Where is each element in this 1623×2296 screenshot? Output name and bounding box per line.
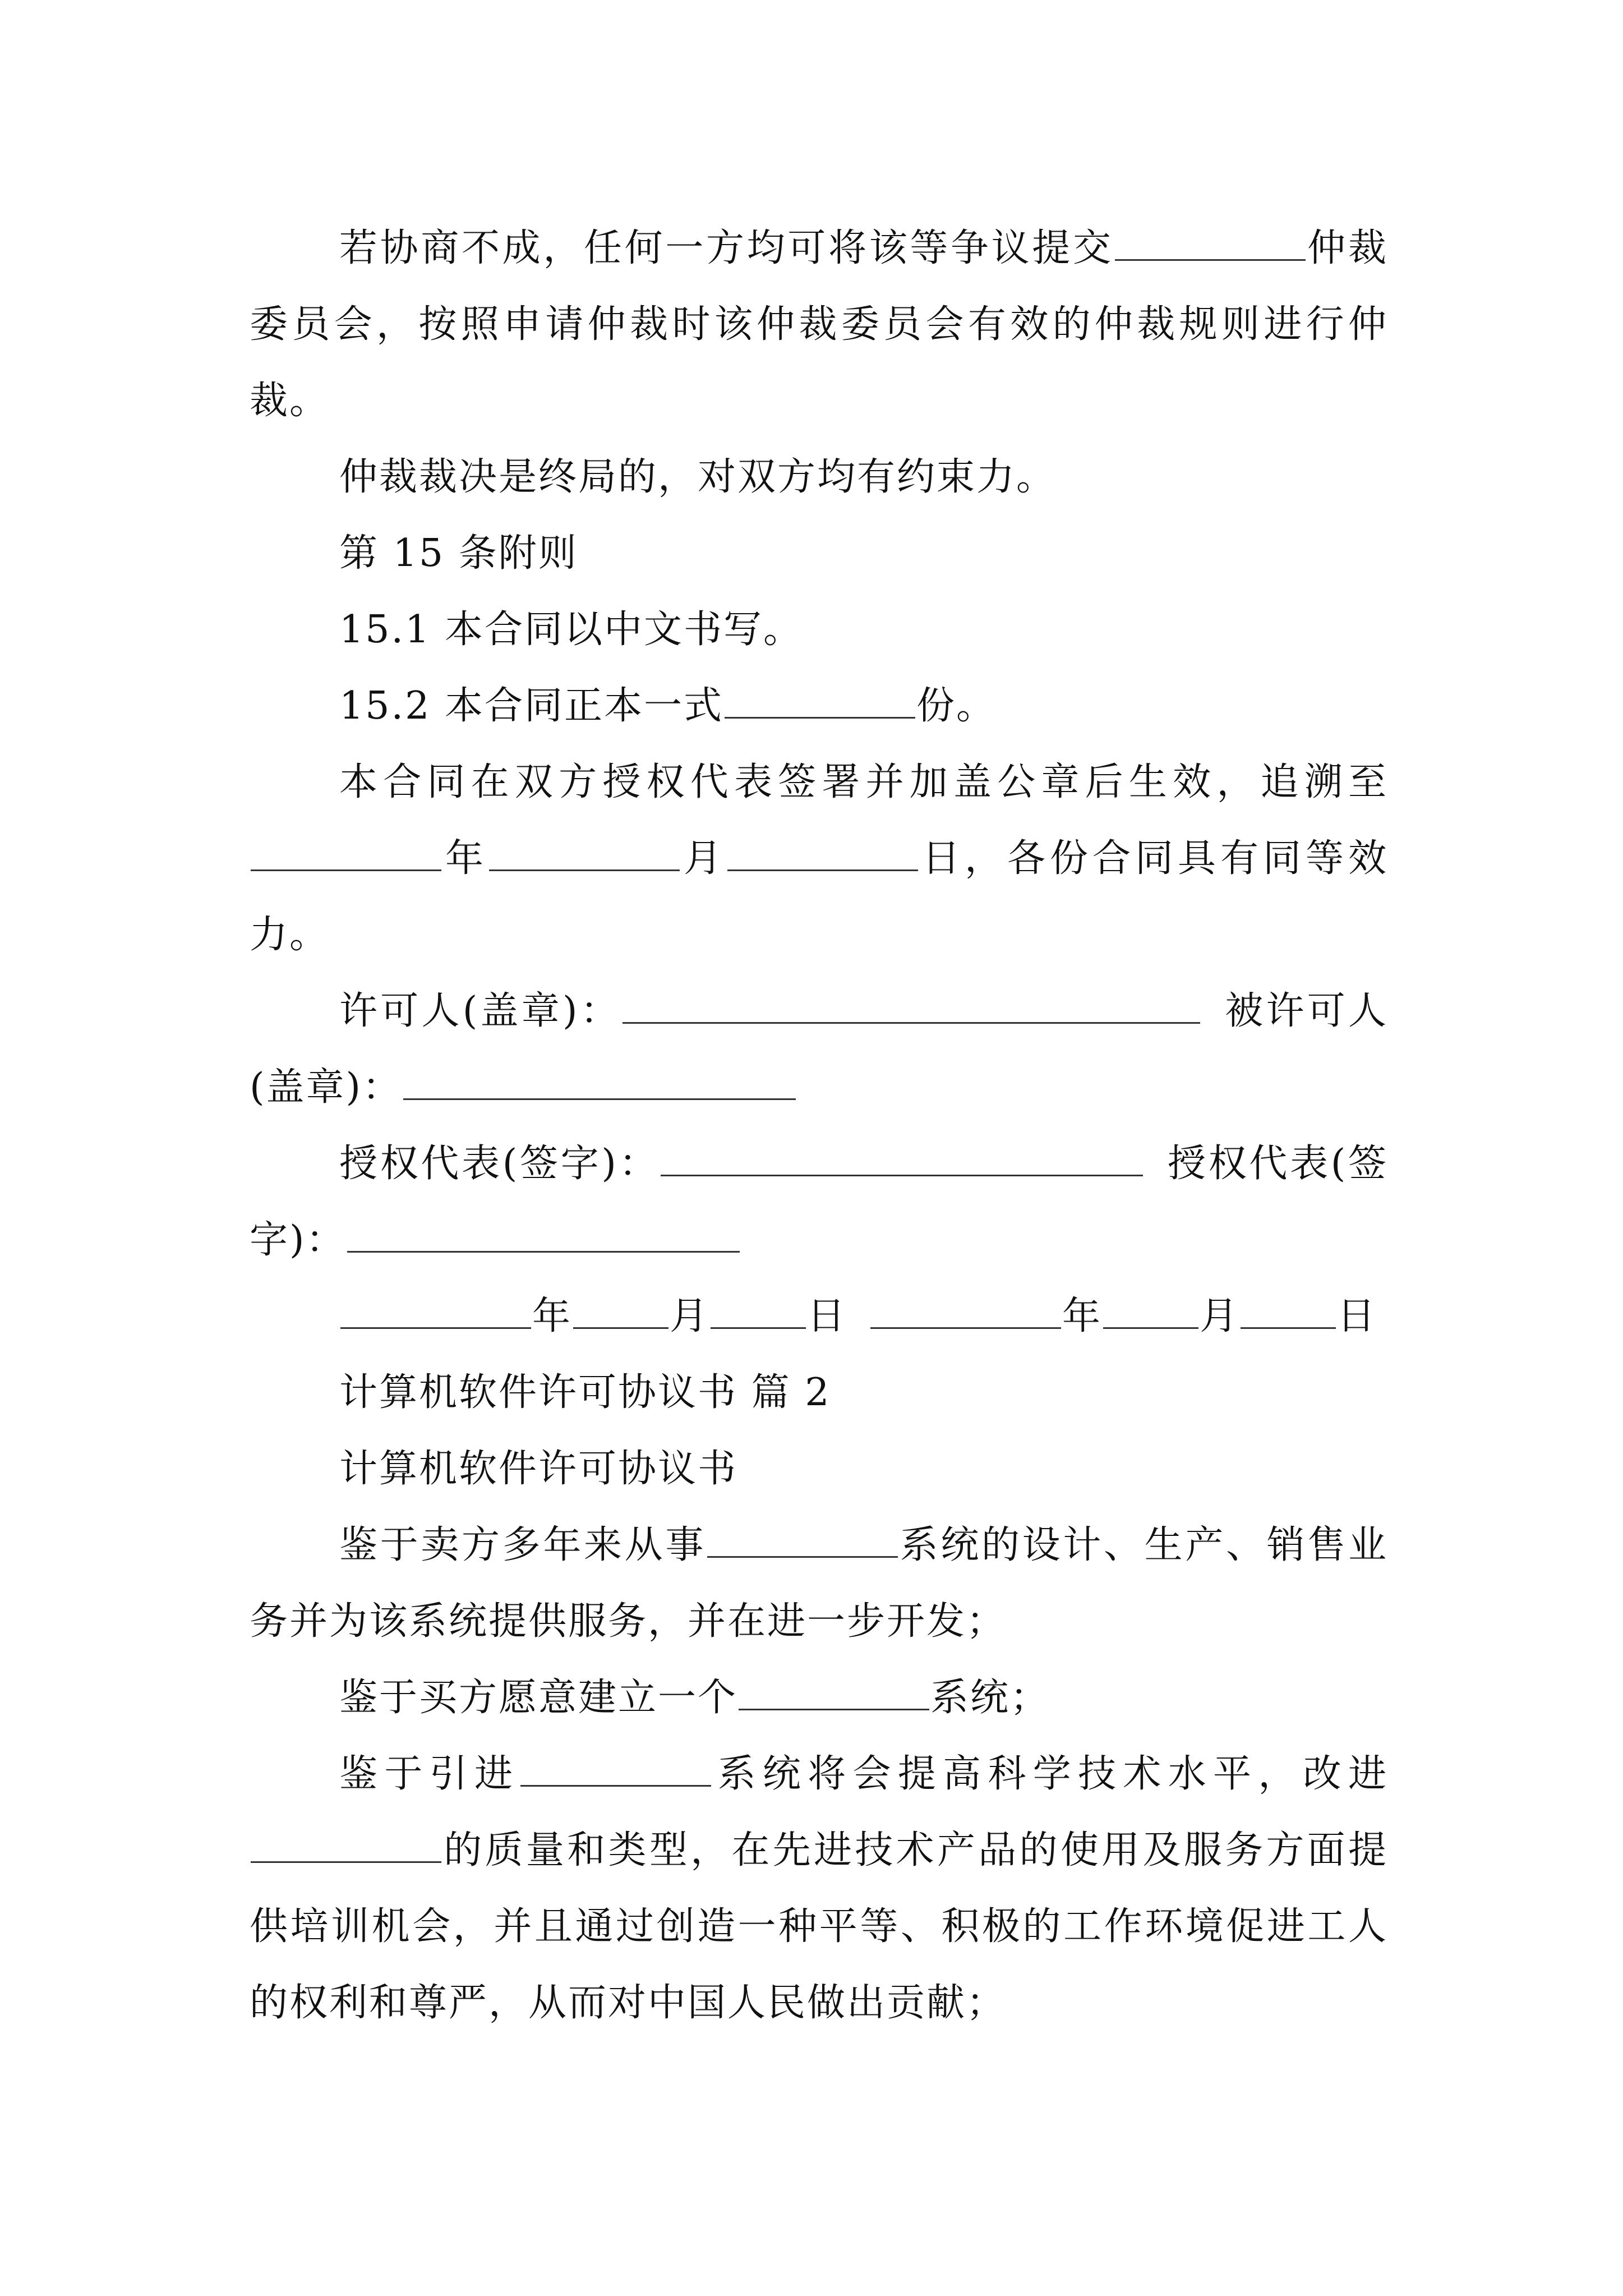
blank-arbitration-commission <box>1115 227 1306 261</box>
signature-representative-line <box>250 1126 1388 1278</box>
blank-licensee-year <box>870 1295 1061 1329</box>
blank-month <box>489 837 680 871</box>
text: 年 <box>532 1294 573 1338</box>
recital-benefits <box>250 1736 1388 2041</box>
blank-seller-system <box>707 1524 898 1558</box>
agreement-title: 计算机软件许可协议书 <box>339 1447 738 1491</box>
licensee-rep-label: 授权代表(签字)： <box>250 1142 1389 1262</box>
text: 年 <box>1062 1294 1103 1338</box>
licensor-seal-label: 许可人(盖章)： <box>339 989 622 1033</box>
text: 月 <box>681 836 726 881</box>
text: 仲裁委员会，按照申请仲裁时该仲裁委员会有效的仲裁规则进行仲裁。 <box>250 226 1388 423</box>
blank-licensee-day <box>1241 1295 1336 1329</box>
text: 15.2 本合同正本一式 <box>339 684 724 728</box>
blank-copies <box>725 684 915 719</box>
blank-improved-item <box>251 1829 441 1863</box>
licensor-rep-label: 授权代表(签字)： <box>339 1142 660 1186</box>
text: 日 <box>807 1294 847 1338</box>
document-body <box>250 210 1388 2041</box>
blank-licensee-rep <box>347 1218 740 1253</box>
paragraph-effective-date <box>250 744 1388 973</box>
text: 日 <box>1337 1294 1377 1338</box>
recital-seller <box>250 1507 1388 1660</box>
signature-date-line <box>250 1278 1388 1355</box>
signature-seal-line <box>250 973 1388 1126</box>
blank-buyer-system <box>739 1676 929 1710</box>
licensee-seal-label: 被许可人(盖章)： <box>250 989 1388 1110</box>
text: 本合同在双方授权代表签署并加盖公章后生效，追溯至 <box>339 760 1388 804</box>
text: 系统； <box>930 1676 1050 1720</box>
text: 月 <box>1200 1294 1240 1338</box>
blank-licensee-month <box>1103 1295 1198 1329</box>
text: 鉴于卖方多年来从事 <box>339 1523 706 1567</box>
text: 若协商不成，任何一方均可将该等争议提交 <box>339 226 1114 270</box>
blank-year <box>251 837 441 871</box>
clause-15-1: 15.1 本合同以中文书写。 <box>339 608 804 652</box>
text: 系统将会提高科学技术水平，改进 <box>712 1752 1388 1796</box>
text: 鉴于引进 <box>339 1752 520 1796</box>
blank-licensor-rep <box>661 1142 1143 1176</box>
blank-introduced-system <box>520 1752 711 1787</box>
paragraph-final-award: 仲裁裁决是终局的，对双方均有约束力。 <box>339 455 1057 499</box>
blank-licensor-seal <box>623 990 1200 1024</box>
text: 的质量和类型，在先进技术产品的使用及服务方面提供培训机会，并且通过创造一种平等、积极的工作环境促进工人的权利和尊严，从而对中国人民做出贡献； <box>250 1828 1388 2025</box>
article-15-heading: 第 15 条附则 <box>339 531 578 576</box>
recital-buyer <box>250 1660 1388 1736</box>
paragraph-arbitration <box>250 210 1388 439</box>
blank-licensor-day <box>711 1295 806 1329</box>
blank-day <box>727 837 918 871</box>
clause-15-2 <box>250 668 1388 744</box>
text: 系统的设计、生产、销售业务并为该系统提供服务，并在进一步开发； <box>250 1523 1388 1644</box>
blank-licensor-month <box>573 1295 668 1329</box>
text: 月 <box>670 1294 710 1338</box>
text: 日，各份合同具有同等效力。 <box>250 836 1388 957</box>
blank-licensee-seal <box>403 1066 796 1100</box>
blank-licensor-year <box>340 1295 531 1329</box>
text: 鉴于买方愿意建立一个 <box>339 1676 738 1720</box>
section-title-part-2: 计算机软件许可协议书 篇 2 <box>339 1370 831 1415</box>
text: 份。 <box>916 684 997 728</box>
text: 年 <box>442 836 488 881</box>
